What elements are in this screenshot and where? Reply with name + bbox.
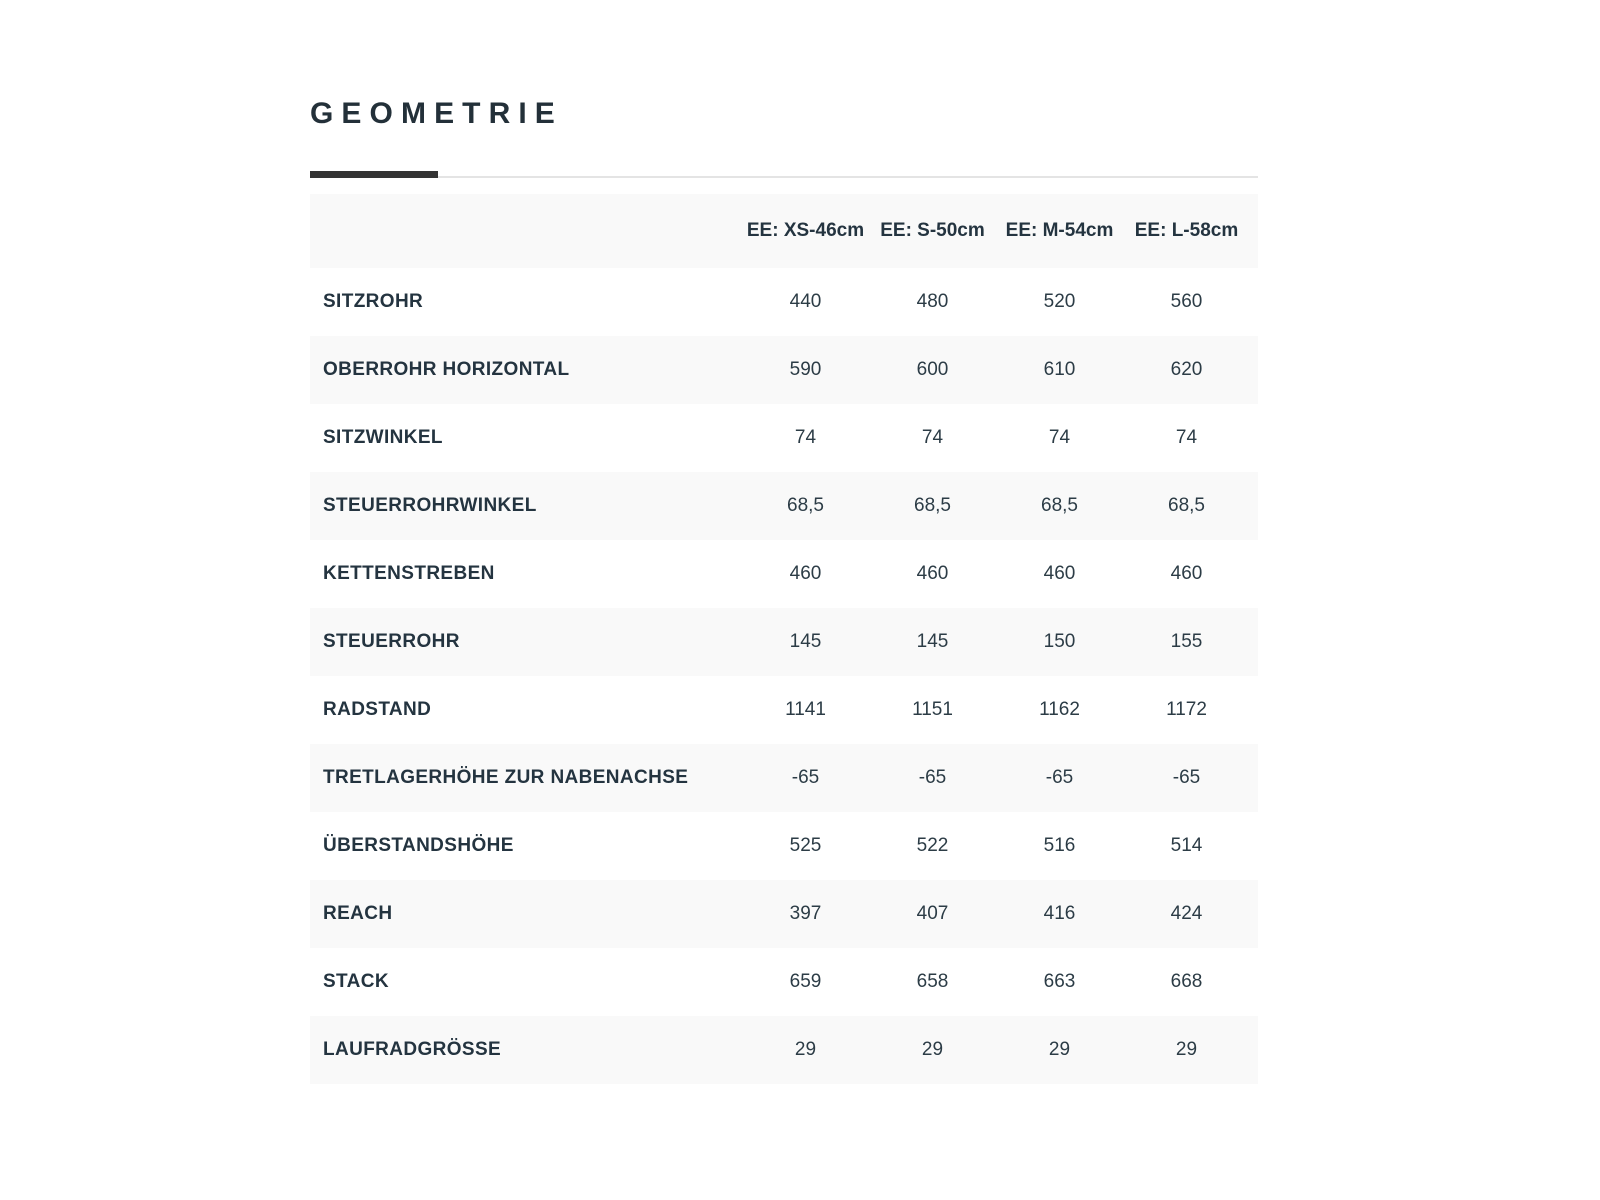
- value-cell: 155: [1170, 631, 1203, 652]
- value-cell: 460: [789, 563, 822, 584]
- value-cell: 407: [916, 903, 949, 924]
- value-cell: -65: [1172, 767, 1201, 788]
- row-label: STEUERROHRWINKEL: [323, 495, 537, 516]
- value-cell: 659: [789, 971, 822, 992]
- value-cell: -65: [791, 767, 820, 788]
- value-cell: 522: [916, 835, 949, 856]
- value-cell: 74: [921, 427, 944, 448]
- value-cell: 610: [1043, 359, 1076, 380]
- value-cell: 460: [1170, 563, 1203, 584]
- value-cell: 68,5: [914, 495, 951, 516]
- value-cell: 416: [1043, 903, 1076, 924]
- value-cell: 460: [1043, 563, 1076, 584]
- geometry-table: [310, 194, 1258, 1084]
- row-label: STACK: [323, 971, 389, 992]
- value-cell: 74: [794, 427, 817, 448]
- value-cell: 520: [1043, 291, 1076, 312]
- value-cell: 1151: [912, 699, 953, 720]
- table-body: [310, 268, 1258, 1084]
- value-cell: 74: [1048, 427, 1071, 448]
- table-row: [310, 880, 1258, 948]
- column-header: EE: S-50cm: [880, 220, 985, 241]
- row-label: KETTENSTREBEN: [323, 563, 495, 584]
- value-cell: 397: [789, 903, 822, 924]
- value-cell: -65: [918, 767, 947, 788]
- value-cell: 29: [1048, 1039, 1071, 1060]
- value-cell: 480: [916, 291, 949, 312]
- value-cell: 68,5: [1041, 495, 1078, 516]
- value-cell: 590: [789, 359, 822, 380]
- table-header-row: [310, 194, 1258, 268]
- value-cell: 1162: [1039, 699, 1080, 720]
- value-cell: 68,5: [1168, 495, 1205, 516]
- value-cell: 663: [1043, 971, 1076, 992]
- row-label: LAUFRADGRÖSSE: [323, 1039, 502, 1060]
- row-label: SITZWINKEL: [323, 427, 443, 448]
- row-label: TRETLAGERHÖHE ZUR NABENACHSE: [323, 767, 689, 788]
- table-row: [310, 404, 1258, 472]
- table-row: [310, 948, 1258, 1016]
- value-cell: 560: [1170, 291, 1203, 312]
- table-row: [310, 268, 1258, 336]
- table-row: [310, 812, 1258, 880]
- table-row: [310, 608, 1258, 676]
- row-label: STEUERROHR: [323, 631, 460, 652]
- value-cell: 668: [1170, 971, 1203, 992]
- value-cell: 29: [1175, 1039, 1198, 1060]
- section-title: GEOMETRIE: [310, 97, 563, 130]
- table-row: [310, 472, 1258, 540]
- value-cell: 424: [1170, 903, 1203, 924]
- table-row: [310, 744, 1258, 812]
- value-cell: 1172: [1166, 699, 1207, 720]
- row-label: REACH: [323, 903, 393, 924]
- value-cell: 600: [916, 359, 949, 380]
- value-cell: -65: [1045, 767, 1074, 788]
- value-cell: 514: [1170, 835, 1203, 856]
- value-cell: 150: [1043, 631, 1076, 652]
- row-label: RADSTAND: [323, 699, 432, 720]
- divider-line: [310, 176, 1258, 178]
- value-cell: 29: [921, 1039, 944, 1060]
- row-label: SITZROHR: [323, 291, 424, 312]
- value-cell: 74: [1175, 427, 1198, 448]
- value-cell: 460: [916, 563, 949, 584]
- table-row: [310, 1016, 1258, 1084]
- value-cell: 658: [916, 971, 949, 992]
- value-cell: 516: [1043, 835, 1076, 856]
- row-label: OBERROHR HORIZONTAL: [323, 359, 570, 380]
- column-header: EE: L-58cm: [1134, 220, 1239, 241]
- value-cell: 440: [789, 291, 822, 312]
- column-header: EE: XS-46cm: [746, 220, 865, 241]
- column-header: EE: M-54cm: [1005, 220, 1114, 241]
- value-cell: 620: [1170, 359, 1203, 380]
- value-cell: 525: [789, 835, 822, 856]
- section-divider: [310, 171, 1258, 178]
- table-row: [310, 540, 1258, 608]
- value-cell: 145: [916, 631, 949, 652]
- value-cell: 1141: [785, 699, 826, 720]
- row-label: ÜBERSTANDSHÖHE: [323, 835, 514, 856]
- value-cell: 68,5: [787, 495, 824, 516]
- geometry-section: [310, 95, 1258, 1084]
- table-row: [310, 336, 1258, 404]
- table-row: [310, 676, 1258, 744]
- divider-accent-bar: [310, 171, 438, 178]
- value-cell: 145: [789, 631, 822, 652]
- value-cell: 29: [794, 1039, 817, 1060]
